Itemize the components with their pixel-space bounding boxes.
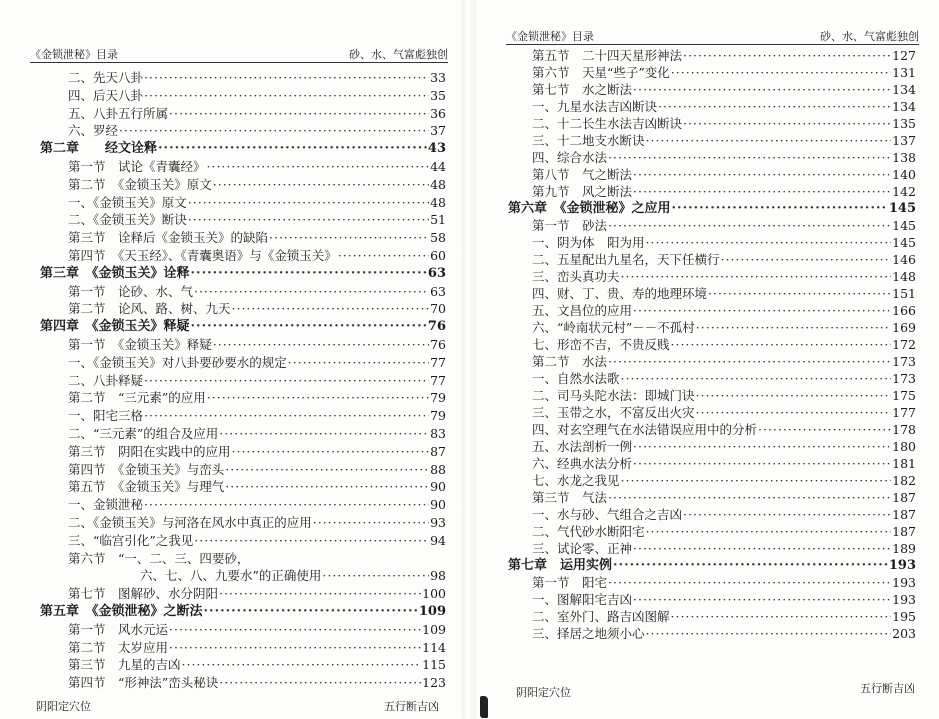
toc-leader-dots — [313, 514, 429, 531]
toc-entry — [532, 285, 916, 302]
toc-entry — [532, 336, 916, 353]
toc-entry-page-number: 182 — [892, 473, 916, 488]
toc-entry-page-number: 63 — [427, 265, 446, 281]
toc-leader-dots — [621, 472, 892, 489]
toc-entry-title: 三、玉带之水，不富反出火灾 — [532, 405, 695, 420]
toc-leader-dots — [188, 194, 429, 211]
toc-entry — [140, 567, 446, 584]
toc-leader-dots — [671, 64, 891, 81]
toc-entry-title: 第一节 砂法 — [532, 218, 608, 233]
toc-entry-page-number: 173 — [892, 354, 916, 369]
toc-entry-title: 第六章 《金锁泄秘》之应用 — [508, 201, 671, 216]
toc-entry-page-number: 87 — [430, 443, 446, 459]
toc-leader-dots — [696, 387, 892, 404]
left-running-header — [30, 48, 448, 63]
toc-entry — [68, 514, 446, 531]
toc-entry — [532, 421, 916, 438]
toc-entry-title: 第一节 风水元运 — [68, 621, 169, 637]
toc-entry-page-number: 33 — [430, 70, 446, 85]
toc-leader-dots — [608, 149, 891, 166]
toc-entry-title: 第四节 《金锁玉关》与峦头 — [68, 461, 225, 477]
toc-entry-page-number: 203 — [892, 626, 916, 641]
toc-entry-page-number: 173 — [892, 371, 916, 386]
toc-entry-title: 五、八卦五行所属 — [68, 105, 169, 121]
toc-entry-page-number: 79 — [430, 390, 446, 406]
toc-entry-page-number: 140 — [892, 167, 916, 182]
toc-entry — [532, 149, 916, 166]
toc-entry-title: 四、对玄空理气在水法错误应用中的分析 — [532, 422, 758, 437]
toc-entry — [532, 132, 916, 149]
toc-entry-page-number: 175 — [892, 388, 916, 403]
toc-leader-dots — [213, 336, 429, 353]
toc-entry — [68, 354, 446, 371]
toc-entry-title: 一、九星水法吉凶断诀 — [532, 99, 658, 114]
toc-entry-title: 第四章 《金锁玉关》释疑 — [40, 319, 190, 335]
toc-entry — [68, 621, 446, 638]
toc-entry-title: 第一节 论砂、水、气 — [68, 283, 194, 299]
toc-leader-dots — [613, 557, 888, 574]
toc-entry — [68, 158, 446, 175]
toc-entry — [68, 532, 446, 549]
toc-leader-dots — [621, 268, 892, 285]
toc-leader-dots — [219, 425, 429, 442]
right-header-subtitle: 砂、水、气富彪独创 — [820, 30, 919, 43]
toc-entry-title: 三、峦头真功夫 — [532, 269, 620, 284]
toc-entry-page-number: 187 — [892, 524, 916, 539]
toc-entry-title: 第四节 《天玉经》、《青囊奥语》与《金锁玉关》 — [68, 248, 337, 263]
toc-entry-title: 第三节 气法 — [532, 490, 608, 505]
toc-entry-title: 三、择居之地须小心 — [532, 626, 645, 641]
toc-leader-dots — [188, 211, 429, 228]
toc-entry-title: 七、形峦不吉，不贵反贱 — [532, 337, 670, 352]
toc-entry — [68, 176, 446, 193]
toc-entry-page-number: 151 — [892, 286, 916, 301]
toc-leader-dots — [696, 404, 892, 421]
toc-entry — [532, 506, 916, 523]
toc-leader-dots — [169, 105, 429, 122]
toc-entry-title: 第五节 二十四天星形神法 — [532, 48, 683, 63]
toc-entry-title: 第一节 试论《青囊经》 — [68, 159, 206, 174]
toc-entry-title: 二、“三元素”的组合及应用 — [68, 426, 219, 441]
toc-entry-title: 四、综合水法 — [532, 150, 608, 165]
toc-leader-dots — [158, 140, 427, 157]
toc-leader-dots — [758, 421, 891, 438]
toc-leader-dots — [144, 372, 429, 389]
toc-entry-title: 第二节 水法 — [532, 354, 608, 369]
toc-entry-page-number: 135 — [892, 116, 916, 131]
toc-entry-title: 五、水法剖析一例 — [532, 439, 633, 454]
toc-entry — [532, 64, 916, 81]
toc-leader-dots — [207, 158, 430, 175]
toc-leader-dots — [633, 302, 891, 319]
toc-entry — [532, 574, 916, 591]
toc-entry-title: 四、财、丁、贵、寿的地理环境 — [532, 286, 708, 301]
toc-entry-page-number: 138 — [892, 150, 916, 165]
toc-entry-page-number: 83 — [430, 426, 446, 441]
toc-entry — [68, 425, 446, 442]
toc-entry-page-number: 145 — [888, 201, 916, 216]
toc-leader-dots — [119, 122, 429, 139]
toc-entry-title: 二、十二长生水法吉凶断诀 — [532, 116, 683, 131]
toc-chapter-entry — [40, 318, 446, 335]
toc-entry-title: 三、试论零、正神 — [532, 541, 633, 556]
toc-leader-dots — [721, 251, 892, 268]
toc-entry — [532, 183, 916, 200]
toc-entry — [68, 283, 446, 300]
toc-leader-dots — [322, 567, 429, 584]
toc-entry-title: 第九节 风之断法 — [532, 184, 633, 199]
toc-entry-title: 二、《金锁玉关》与河洛在风水中真正的应用 — [68, 515, 312, 530]
toc-entry-page-number: 76 — [430, 337, 446, 352]
toc-leader-dots — [338, 247, 429, 264]
toc-entry-page-number: 137 — [892, 133, 916, 148]
toc-entry — [532, 455, 916, 472]
toc-entry-page-number: 58 — [430, 230, 446, 246]
toc-chapter-entry — [508, 557, 916, 574]
toc-entry-title: 七、水龙之我见 — [532, 473, 620, 488]
toc-entry — [532, 319, 916, 336]
toc-leader-dots — [225, 478, 429, 495]
toc-leader-dots — [207, 389, 429, 406]
toc-entry — [532, 591, 916, 608]
toc-entry-page-number: 178 — [892, 422, 916, 437]
toc-entry — [68, 229, 446, 246]
toc-leader-dots — [633, 540, 891, 557]
toc-entry-page-number: 37 — [430, 123, 446, 139]
toc-entry — [68, 639, 446, 656]
toc-entry-page-number: 88 — [430, 461, 446, 477]
toc-entry-title: 第七章 运用实例 — [508, 558, 613, 573]
toc-entry — [68, 300, 446, 317]
toc-entry — [68, 443, 446, 460]
toc-leader-dots — [144, 407, 429, 424]
toc-leader-dots — [708, 285, 891, 302]
toc-leader-dots — [608, 489, 891, 506]
toc-leader-dots — [608, 353, 891, 370]
right-footer-right: 五行断吉凶 — [860, 682, 915, 695]
toc-entry-title: 六、“岭南状元村”－－不孤村 — [532, 320, 695, 335]
toc-entry-title: 第五节 《金锁玉关》与理气 — [68, 479, 225, 495]
toc-entry — [532, 47, 916, 64]
toc-leader-dots — [671, 336, 892, 353]
toc-entry — [532, 166, 916, 183]
toc-leader-dots — [608, 574, 891, 591]
toc-leader-dots — [288, 354, 429, 371]
toc-entry-title: 第一节 《金锁玉关》释疑 — [68, 337, 212, 352]
toc-leader-dots — [633, 81, 891, 98]
toc-entry-page-number: 169 — [892, 320, 916, 335]
left-page — [0, 0, 462, 719]
toc-entry-page-number: 177 — [892, 405, 916, 420]
toc-entry-title: 第六节 天星“些子”变化 — [532, 65, 670, 80]
toc-chapter-entry — [40, 603, 446, 620]
toc-leader-dots — [144, 87, 429, 104]
toc-leader-dots — [232, 300, 430, 317]
toc-entry — [532, 98, 916, 115]
toc-entry-page-number: 146 — [892, 252, 916, 267]
toc-entry-page-number: 148 — [892, 269, 916, 284]
toc-entry — [68, 247, 446, 264]
toc-entry — [532, 353, 916, 370]
toc-entry-page-number: 60 — [430, 248, 446, 263]
toc-leader-dots — [182, 656, 422, 673]
toc-entry — [532, 268, 916, 285]
left-footer-left: 阴阳定穴位 — [36, 700, 91, 713]
toc-entry-title: 第八节 气之断法 — [532, 167, 633, 182]
toc-leader-dots — [608, 217, 891, 234]
toc-entry-title: 二、《金锁玉关》断诀 — [68, 212, 187, 228]
toc-entry-page-number: 63 — [430, 283, 446, 299]
toc-leader-dots — [204, 603, 418, 620]
toc-leader-dots — [683, 115, 891, 132]
toc-leader-dots — [191, 265, 427, 282]
toc-entry-title: 第七节 图解砂、水分阴阳 — [68, 586, 219, 602]
toc-leader-dots — [683, 506, 891, 523]
toc-entry-page-number: 187 — [892, 507, 916, 522]
toc-entry-page-number: 35 — [430, 87, 446, 103]
toc-leader-dots — [633, 183, 891, 200]
toc-entry — [68, 122, 446, 139]
toc-entry — [532, 387, 916, 404]
toc-leader-dots — [191, 318, 427, 335]
toc-entry — [68, 550, 446, 567]
right-running-header — [506, 30, 919, 45]
toc-entry-title: 二、八卦释疑 — [68, 372, 144, 388]
toc-entry-title: 六、罗经 — [68, 123, 119, 139]
toc-entry — [68, 105, 446, 122]
toc-entry — [532, 523, 916, 540]
toc-leader-dots — [633, 455, 891, 472]
toc-entry-title: 一、金锁泄秘 — [68, 497, 144, 513]
toc-leader-dots — [646, 523, 892, 540]
toc-entry-page-number: 181 — [892, 456, 916, 471]
toc-entry-title: 一、阴为体 阳为用 — [532, 235, 645, 250]
toc-entry-title: 三、十二地支水断诀 — [532, 133, 645, 148]
toc-entry — [532, 115, 916, 132]
toc-entry-page-number: 98 — [430, 568, 446, 584]
book-gutter — [462, 0, 476, 719]
toc-entry-page-number: 36 — [430, 105, 446, 121]
toc-leader-dots — [169, 639, 421, 656]
toc-entry-title: 第一节 阳宅 — [532, 575, 608, 590]
toc-entry-title: 六、经典水法分析 — [532, 456, 633, 471]
toc-entry-page-number: 180 — [892, 439, 916, 454]
toc-entry — [532, 540, 916, 557]
toc-entry-page-number: 90 — [430, 479, 446, 495]
toc-entry-title: 第四节 “形神法”峦头秘诀 — [68, 675, 219, 691]
toc-entry-title: 第二节 《金锁玉关》原文 — [68, 176, 212, 192]
toc-entry-title: 六、七、八、九要水”的正确使用 — [140, 568, 322, 584]
toc-entry — [532, 217, 916, 234]
toc-entry-page-number: 51 — [430, 212, 446, 228]
toc-entry — [532, 608, 916, 625]
toc-leader-dots — [194, 283, 429, 300]
toc-entry — [532, 625, 916, 642]
toc-entry — [68, 478, 446, 495]
toc-entry-page-number: 193 — [892, 592, 916, 607]
toc-entry-page-number: 79 — [430, 408, 446, 424]
toc-entry-title: 五、文昌位的应用 — [532, 303, 633, 318]
toc-leader-dots — [683, 47, 891, 64]
right-header-book-title: 《金锁泄秘》目录 — [506, 30, 594, 43]
toc-leader-dots — [232, 443, 430, 460]
toc-entry — [68, 461, 446, 478]
toc-entry-title: 第二节 论风、路、树、九天 — [68, 301, 231, 317]
toc-leader-dots — [169, 621, 421, 638]
toc-entry-page-number: 93 — [430, 515, 446, 530]
toc-entry-page-number: 94 — [430, 532, 446, 548]
toc-leader-dots — [225, 461, 429, 478]
toc-entry-page-number: 115 — [422, 657, 446, 673]
toc-entry-title: 一、水与砂、气组合之吉凶 — [532, 507, 683, 522]
toc-entry-page-number: 134 — [892, 82, 916, 97]
toc-entry — [532, 404, 916, 421]
toc-entry — [68, 674, 446, 691]
toc-entry-title: 二、司马头陀水法：即城门诀 — [532, 388, 695, 403]
toc-entry — [532, 489, 916, 506]
toc-entry-title: 一、图解阳宅吉凶 — [532, 592, 633, 607]
toc-entry — [532, 234, 916, 251]
toc-entry-title: 一、自然水法歌 — [532, 371, 620, 386]
toc-leader-dots — [646, 625, 892, 642]
left-header-book-title: 《金锁泄秘》目录 — [30, 48, 118, 61]
toc-chapter-entry — [508, 200, 916, 217]
toc-entry — [68, 496, 446, 513]
toc-entry-page-number: 48 — [430, 176, 446, 192]
toc-entry-title: 二、先天八卦 — [68, 70, 144, 85]
toc-entry — [532, 81, 916, 98]
toc-entry-page-number: 90 — [430, 497, 446, 513]
toc-entry-title: 第二节 “三元素”的应用 — [68, 390, 206, 406]
toc-entry-page-number: 193 — [892, 575, 916, 590]
toc-leader-dots — [646, 234, 892, 251]
toc-entry-page-number: 195 — [892, 609, 916, 624]
toc-entry-page-number: 77 — [430, 372, 446, 388]
toc-entry — [532, 438, 916, 455]
toc-entry-title: 第三节 诠释后《金锁玉关》的缺陷 — [68, 230, 269, 246]
toc-entry-title: 第三章 《金锁玉关》诠释 — [40, 265, 190, 281]
left-header-subtitle: 砂、水、气富彪独创 — [349, 48, 448, 61]
toc-entry-page-number: 100 — [422, 586, 446, 602]
toc-entry-page-number: 127 — [892, 48, 916, 63]
toc-entry — [68, 656, 446, 673]
toc-entry — [68, 69, 446, 86]
toc-leader-dots — [621, 370, 892, 387]
toc-leader-dots — [633, 591, 891, 608]
toc-entry-title: 一、《金锁玉关》原文 — [68, 194, 187, 210]
toc-entry-page-number: 145 — [892, 218, 916, 233]
toc-entry-page-number: 145 — [892, 235, 916, 250]
toc-entry-page-number: 123 — [422, 675, 446, 691]
toc-leader-dots — [269, 229, 429, 246]
toc-entry-page-number: 187 — [892, 490, 916, 505]
toc-entry — [68, 211, 446, 228]
toc-leader-dots — [144, 69, 429, 86]
toc-entry-page-number: 172 — [892, 337, 916, 352]
toc-entry-title: 第三节 九星的吉凶 — [68, 657, 181, 673]
toc-entry — [532, 472, 916, 489]
toc-entry-page-number: 189 — [892, 541, 916, 556]
toc-entry-title: 三、“临宫引化”之我见 — [68, 532, 194, 548]
toc-leader-dots — [219, 585, 421, 602]
toc-leader-dots — [633, 438, 891, 455]
toc-entry-page-number: 77 — [430, 354, 446, 370]
toc-leader-dots — [194, 532, 429, 549]
toc-leader-dots — [633, 166, 891, 183]
toc-leader-dots — [696, 319, 891, 336]
toc-entry-title: 第三节 阴阳在实践中的应用 — [68, 443, 231, 459]
toc-entry — [68, 585, 446, 602]
ink-smudge — [480, 696, 488, 718]
toc-entry — [68, 407, 446, 424]
toc-entry-page-number: 48 — [430, 194, 446, 210]
toc-entry — [532, 370, 916, 387]
toc-entry-title: 第六节 “一、二、三、四要砂， — [68, 550, 250, 566]
toc-leader-dots — [144, 496, 429, 513]
toc-entry-title: 一、阳宅三格 — [68, 408, 144, 424]
toc-entry-page-number: 114 — [422, 639, 446, 655]
toc-entry-page-number: 166 — [892, 303, 916, 318]
toc-entry-page-number: 76 — [427, 319, 446, 335]
toc-entry — [68, 336, 446, 353]
right-page — [476, 0, 939, 719]
toc-entry-title: 第二节 太岁应用 — [68, 639, 169, 655]
toc-entry-title: 二、室外门、路吉凶图解 — [532, 609, 670, 624]
toc-entry-page-number: 109 — [422, 621, 446, 637]
toc-chapter-entry — [40, 140, 446, 157]
toc-entry-title: 一、《金锁玉关》对八卦要砂要水的规定 — [68, 354, 287, 370]
toc-entry-page-number: 142 — [892, 184, 916, 199]
toc-leader-dots — [646, 132, 892, 149]
toc-leader-dots — [658, 98, 891, 115]
toc-entry-page-number: 131 — [892, 65, 916, 80]
toc-entry-page-number: 109 — [418, 604, 446, 619]
toc-entry-page-number: 134 — [892, 99, 916, 114]
toc-leader-dots — [219, 674, 421, 691]
toc-entry-title: 第二章 经文诠释 — [40, 141, 158, 157]
toc-entry-title: 第五章 《金锁泄秘》之断法 — [40, 604, 203, 619]
toc-entry-page-number: 43 — [427, 141, 446, 157]
toc-entry-title: 四、后天八卦 — [68, 87, 144, 103]
toc-leader-dots — [672, 200, 888, 217]
toc-entry-title: 二、气代砂水断阳宅 — [532, 524, 645, 539]
toc-entry-title: 二、五星配出九星名，天下任横行 — [532, 252, 720, 267]
toc-entry — [532, 302, 916, 319]
toc-entry — [68, 194, 446, 211]
right-footer-left: 阴阳定穴位 — [516, 686, 571, 699]
toc-entry-page-number: 193 — [888, 558, 916, 573]
left-footer-right: 五行断吉凶 — [384, 700, 439, 713]
toc-entry — [68, 87, 446, 104]
toc-entry — [532, 251, 916, 268]
toc-entry — [68, 389, 446, 406]
toc-entry — [68, 372, 446, 389]
toc-entry-page-number: 44 — [430, 159, 446, 174]
toc-chapter-entry — [40, 265, 446, 282]
toc-leader-dots — [213, 176, 429, 193]
toc-entry-page-number: 70 — [430, 301, 446, 317]
toc-entry-title: 第七节 水之断法 — [532, 82, 633, 97]
toc-leader-dots — [671, 608, 892, 625]
